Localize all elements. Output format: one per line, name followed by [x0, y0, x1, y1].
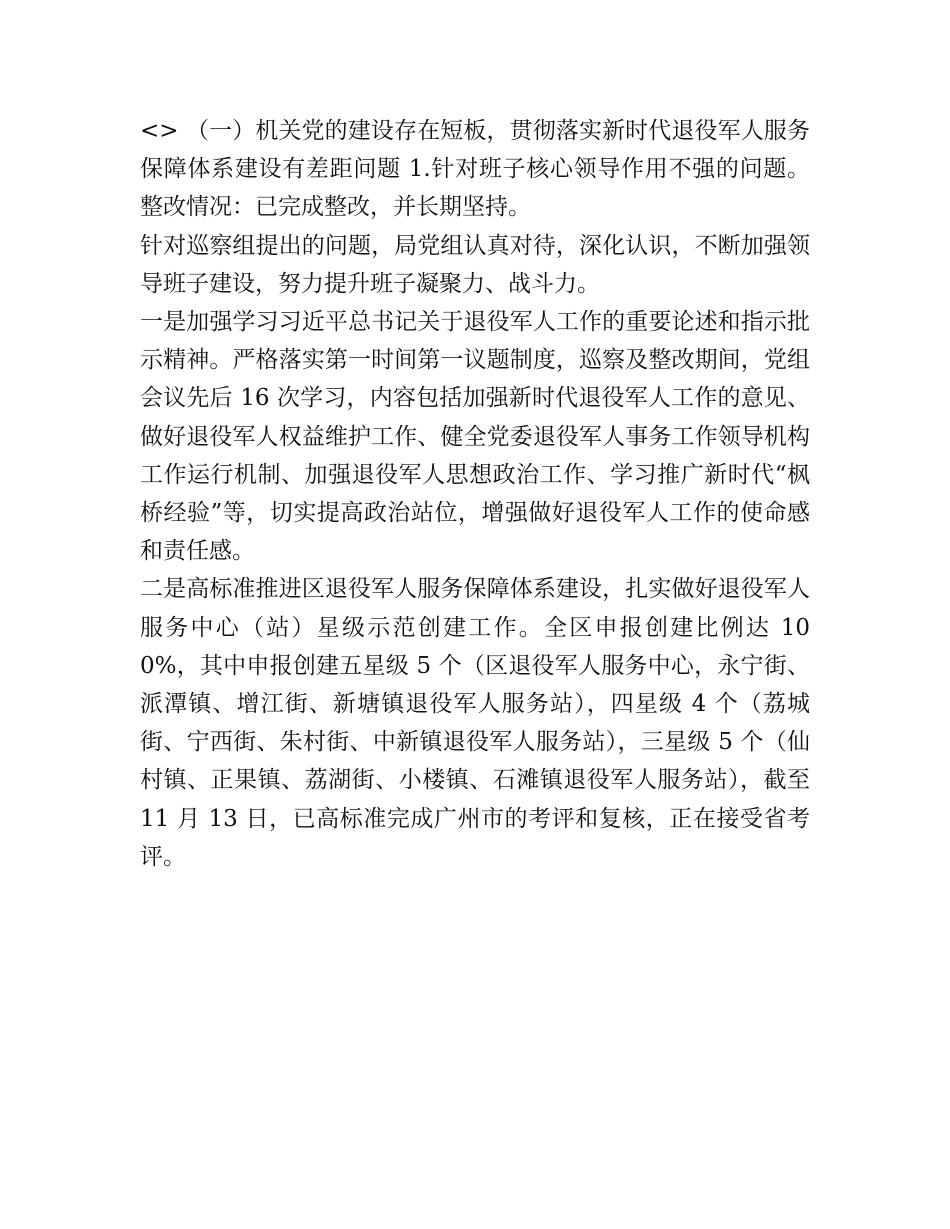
paragraph-response-summary: 针对巡察组提出的问题，局党组认真对待，深化认识，不断加强领导班子建设，努力提升班子凝聚力、战斗力。 — [140, 232, 810, 297]
document-body — [140, 112, 810, 876]
paragraph-issue-heading: <> （一）机关党的建设存在短板，贯彻落实新时代退役军人服务保障体系建设有差距问题 1.针对班子核心领导作用不强的问题。 整改情况：已完成整改，并长期坚持。 — [140, 118, 810, 221]
paragraph-measure-two: 二是高标准推进区退役军人服务保障体系建设，扎实做好退役军人服务中心（站）星级示范创建工作。全区申报创建比例达 100%，其中申报创建五星级 5 个（区退役军人服务中心，永宁街、派潭镇、增江街、新塘镇退役军人服务站），四星级 4 个（荔城街、宁西街、朱村街、中新镇退役军人服务站），三星级 5 个（仙村镇、正果镇、荔湖街、小楼镇、石滩镇退役军人服务站），截至 11 月 13 日，已高标准完成广州市的考评和复核，正在接受省考评。 — [140, 576, 810, 870]
paragraph-measure-one: 一是加强学习习近平总书记关于退役军人工作的重要论述和指示批示精神。严格落实第一时间第一议题制度，巡察及整改期间，党组会议先后 16 次学习，内容包括加强新时代退役军人工作的意见、做好退役军人权益维护工作、健全党委退役军人事务工作领导机构工作运行机制、加强退役军人思想政治工作、学习推广新时代“枫桥经验”等，切实提高政治站位，增强做好退役军人工作的使命感和责任感。 — [140, 309, 810, 565]
